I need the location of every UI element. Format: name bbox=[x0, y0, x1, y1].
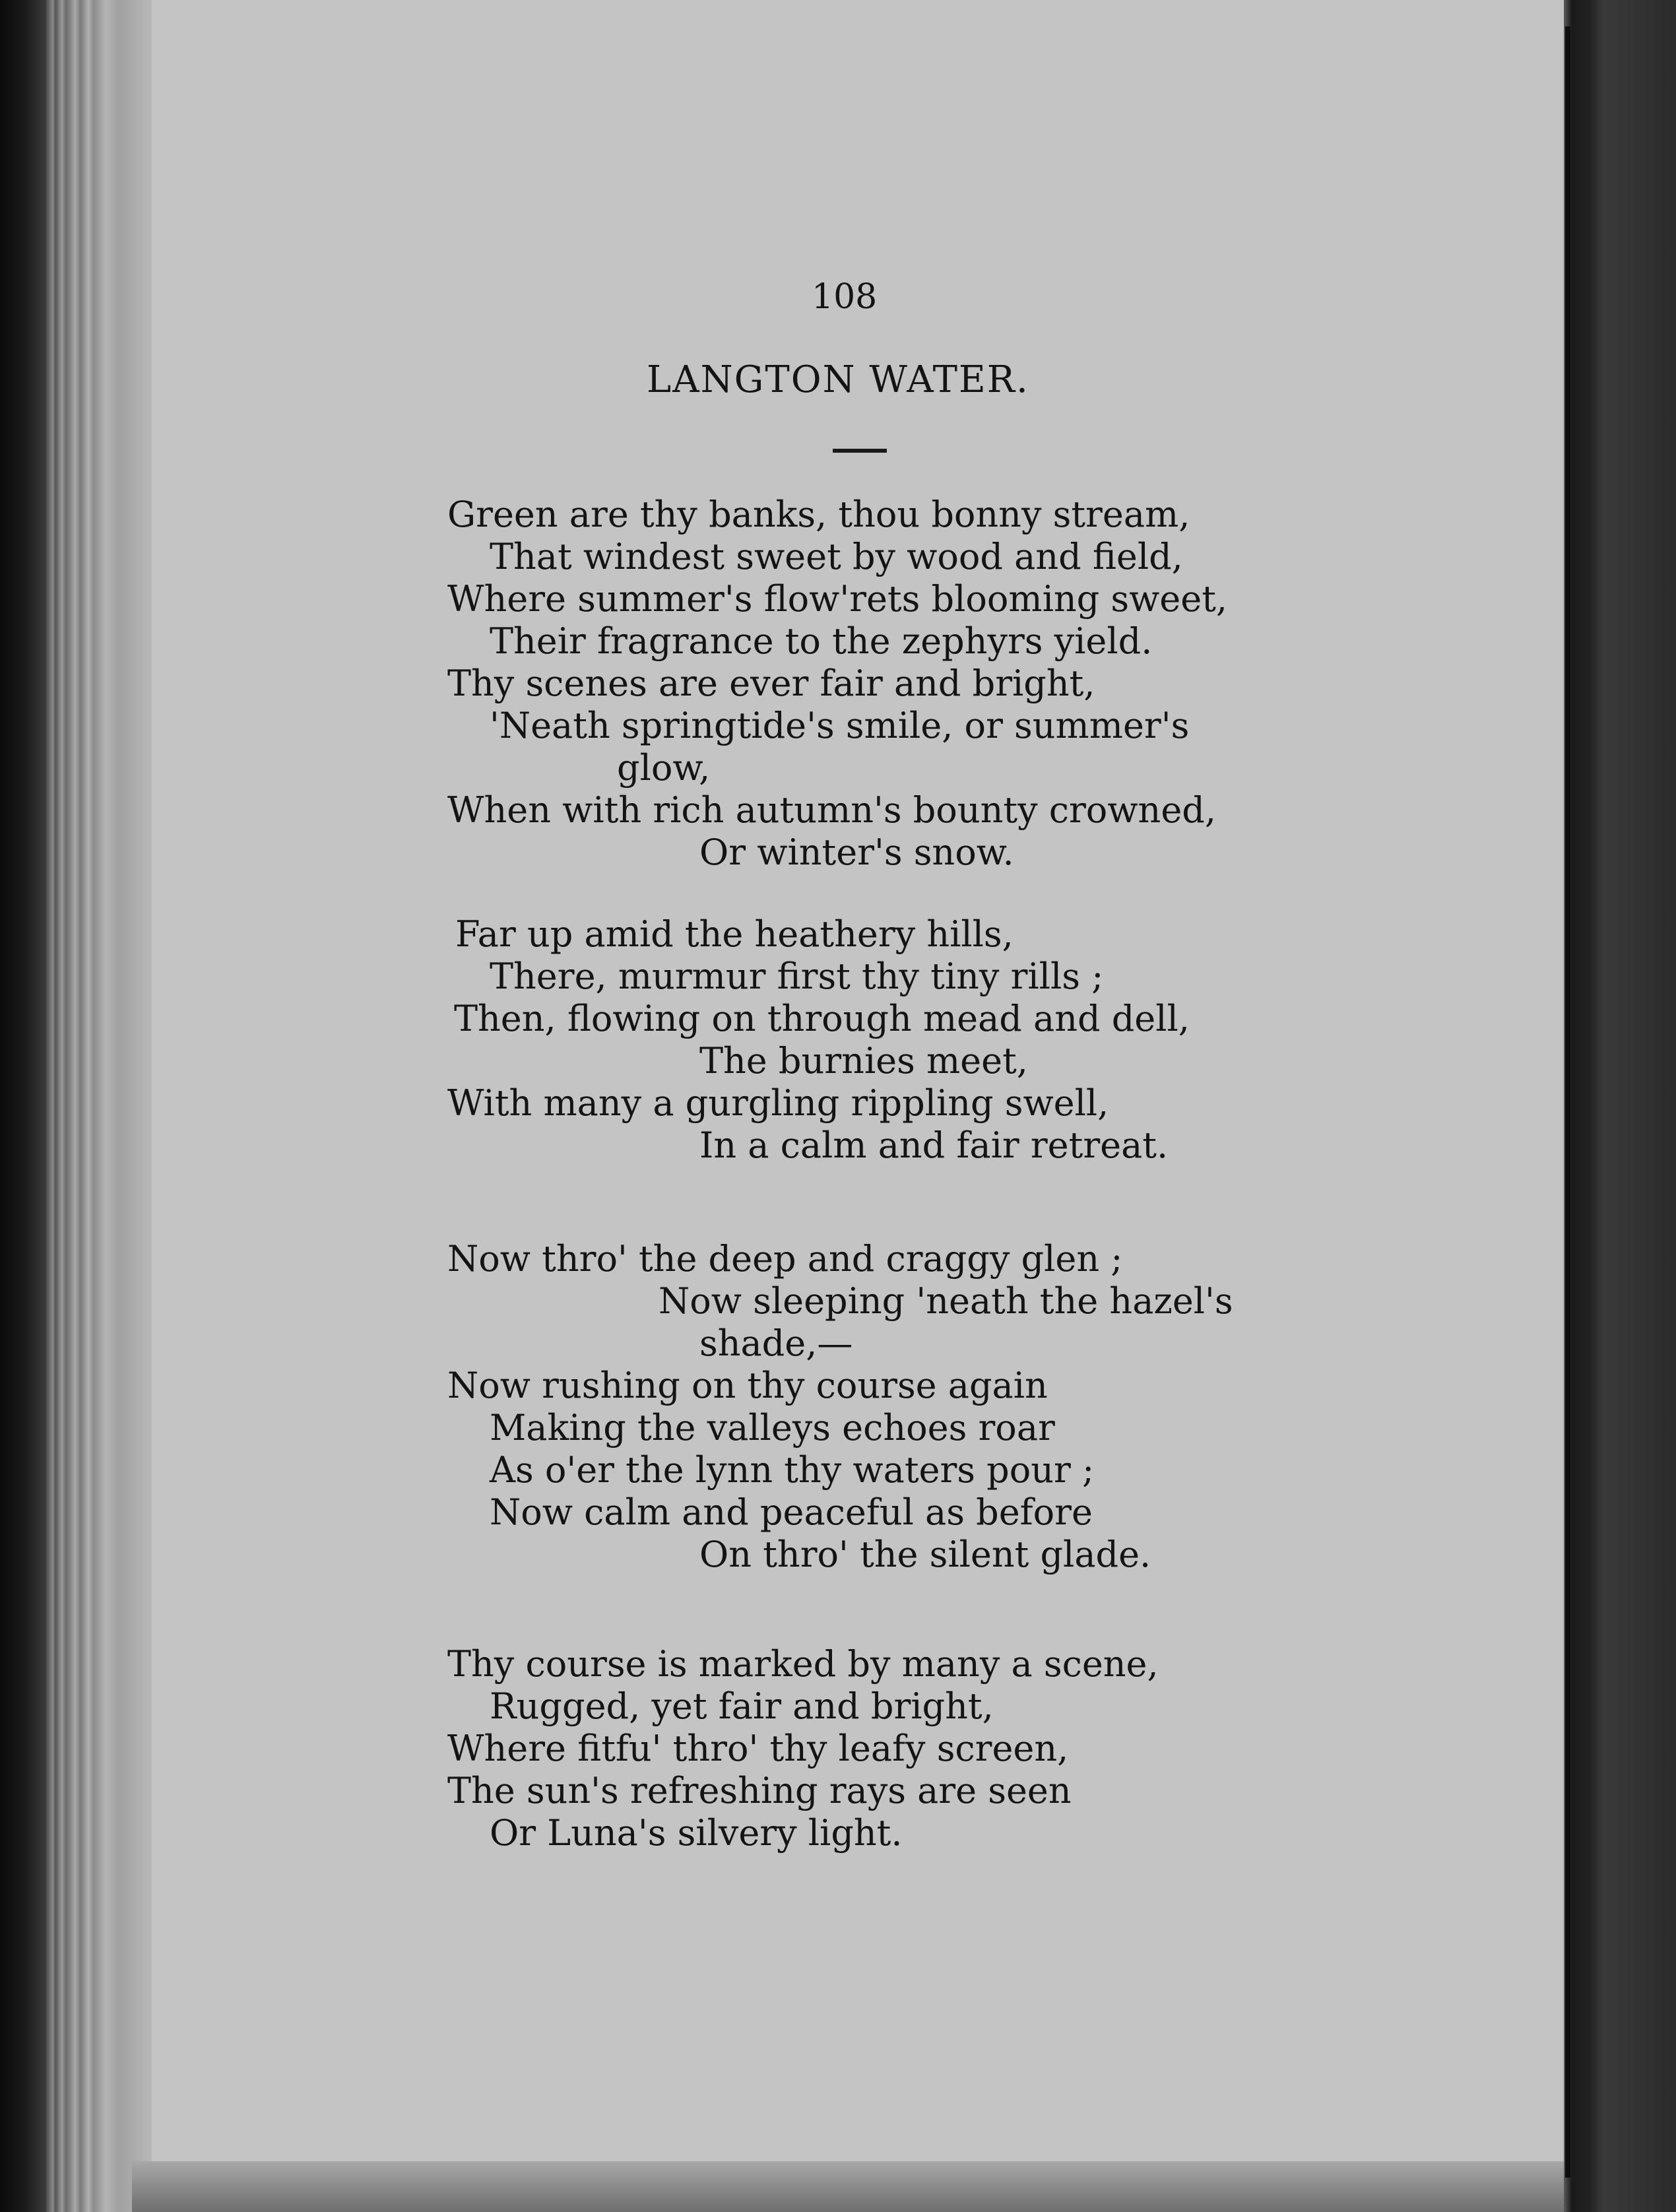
page-bottom-shadow bbox=[132, 2161, 1570, 2212]
poem-line: With many a gurgling rippling swell, bbox=[447, 1082, 1109, 1124]
poem-line: Where fitfu' thro' thy leafy screen, bbox=[447, 1728, 1069, 1769]
gutter-line bbox=[1565, 26, 1570, 2178]
poem-line: Now thro' the deep and craggy glen ; bbox=[447, 1238, 1123, 1280]
book-right-edge bbox=[1564, 0, 1676, 2212]
poem-line: Or Luna's silvery light. bbox=[490, 1812, 903, 1854]
poem-line: The burnies meet, bbox=[699, 1040, 1028, 1082]
poem-line: glow, bbox=[617, 747, 711, 789]
poem-line: As o'er the lynn thy waters pour ; bbox=[490, 1449, 1095, 1491]
poem-line: 'Neath springtide's smile, or summer's bbox=[490, 705, 1190, 746]
poem-line: Then, flowing on through mead and dell, bbox=[454, 998, 1190, 1039]
page-number: 108 bbox=[812, 277, 878, 317]
poem-line: Now sleeping 'neath the hazel's bbox=[659, 1280, 1233, 1322]
poem-line: That windest sweet by wood and field, bbox=[490, 536, 1183, 577]
poem-line: When with rich autumn's bounty crowned, bbox=[447, 789, 1217, 831]
poem-line: Their fragrance to the zephyrs yield. bbox=[490, 620, 1153, 662]
poem-line: Thy scenes are ever fair and bright, bbox=[447, 663, 1095, 704]
poem-line: There, murmur first thy tiny rills ; bbox=[490, 956, 1104, 997]
poem-line: Rugged, yet fair and bright, bbox=[490, 1685, 994, 1727]
poem-line: The sun's refreshing rays are seen bbox=[447, 1770, 1072, 1811]
poem-line: Where summer's flow'rets blooming sweet, bbox=[447, 578, 1228, 620]
poem-line: On thro' the silent glade. bbox=[699, 1534, 1151, 1575]
poem-line: Now rushing on thy course again bbox=[447, 1365, 1048, 1406]
title-rule bbox=[833, 449, 887, 453]
poem-line: Far up amid the heathery hills, bbox=[455, 913, 1014, 955]
page-stack-edges bbox=[46, 0, 152, 2212]
poem-line: Making the valleys echoes roar bbox=[490, 1407, 1055, 1448]
poem-line: Now calm and peaceful as before bbox=[490, 1491, 1093, 1533]
book-left-edge bbox=[0, 0, 46, 2212]
poem-title: LANGTON WATER. bbox=[647, 358, 1029, 401]
poem-line: Green are thy banks, thou bonny stream, bbox=[447, 494, 1190, 535]
poem-line: shade,— bbox=[699, 1322, 853, 1364]
poem-line: Or winter's snow. bbox=[699, 831, 1014, 873]
poem-line: In a calm and fair retreat. bbox=[699, 1124, 1169, 1166]
poem-line: Thy course is marked by many a scene, bbox=[447, 1643, 1159, 1685]
